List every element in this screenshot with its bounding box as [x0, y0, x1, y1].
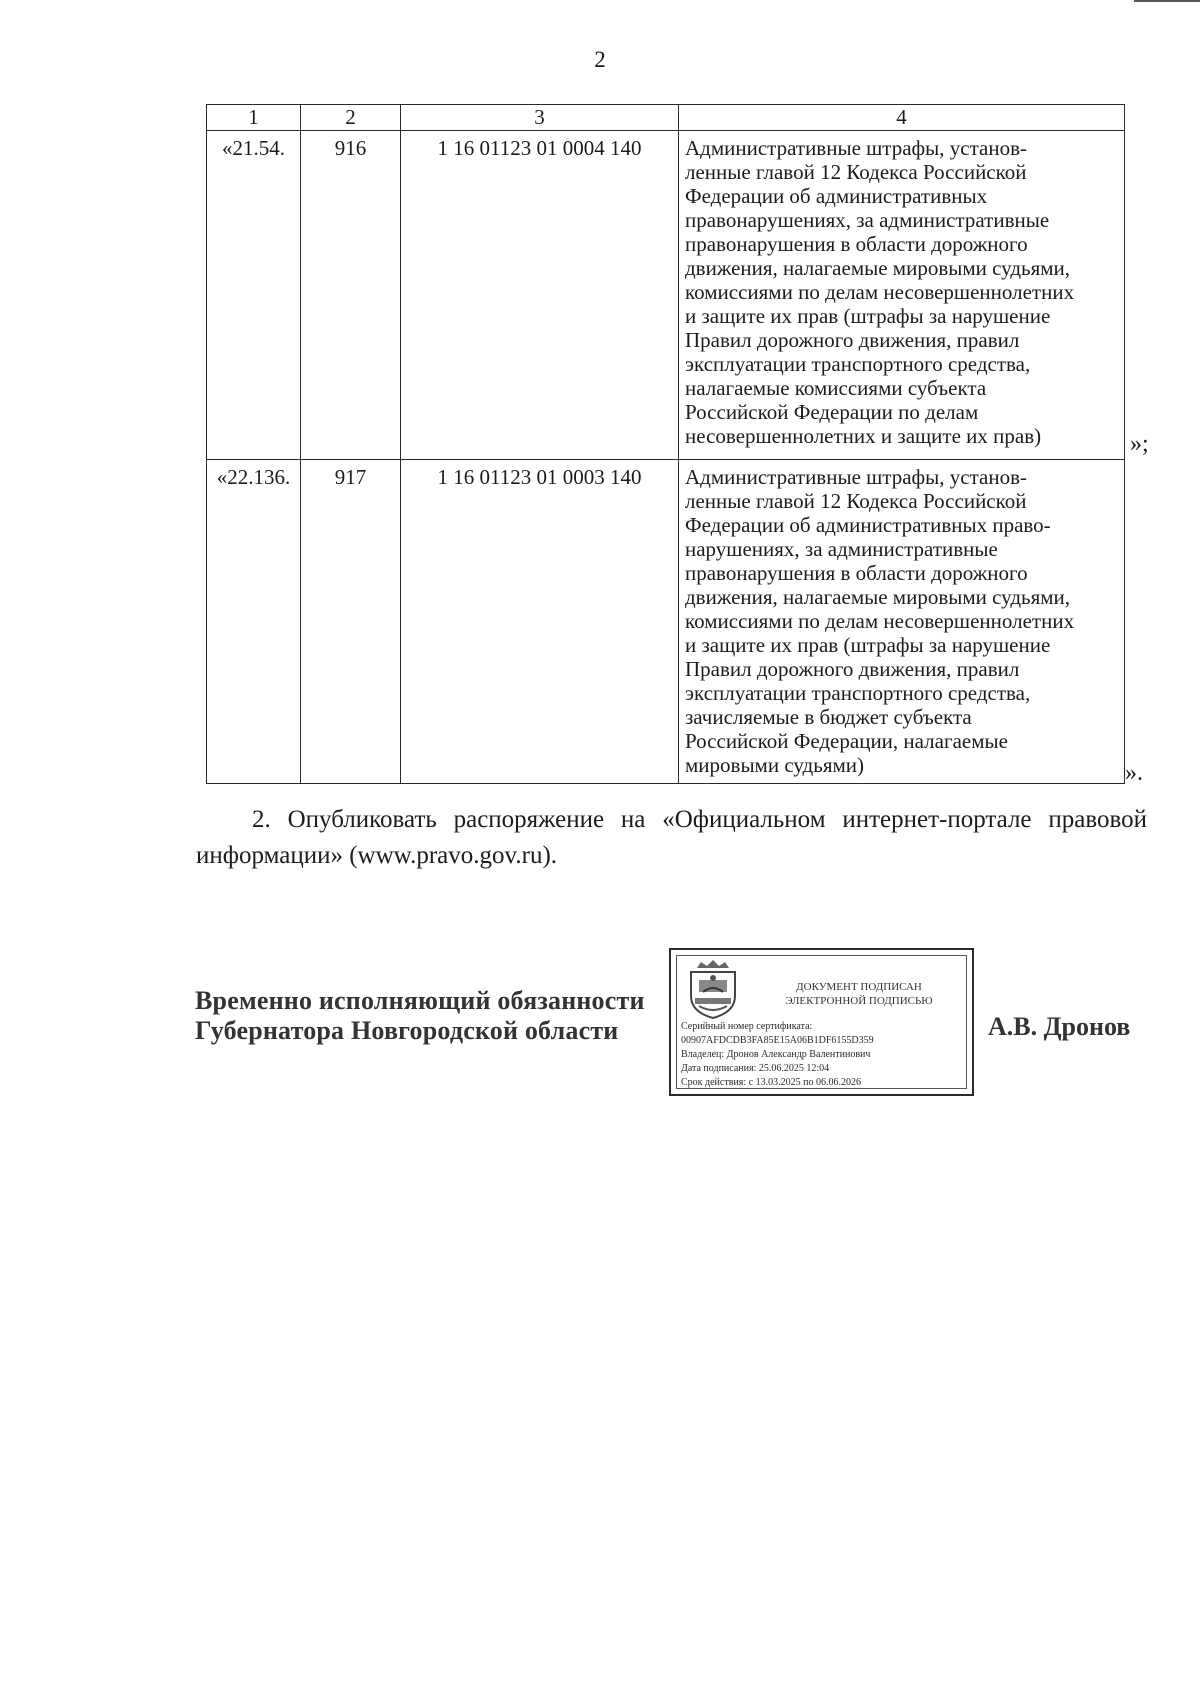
description-line: Административные штрафы, установ- [685, 136, 1027, 160]
certificate-label: Серийный номер сертификата: [681, 1021, 813, 1032]
description-line: ленные главой 12 Кодекса Российской [685, 160, 1027, 184]
table-header-row [207, 105, 1125, 131]
description-line: Федерации об административных [685, 184, 988, 208]
description-line: движения, налагаемые мировыми судьями, [685, 585, 1071, 609]
description [679, 131, 1125, 460]
description [679, 460, 1125, 784]
description-line: ленные главой 12 Кодекса Российской [685, 489, 1027, 513]
description-line: Российской Федерации по делам [685, 400, 979, 424]
table-row [207, 460, 1125, 784]
table-row [207, 131, 1125, 460]
description-line: комиссиями по делам несовершеннолетних [685, 609, 1075, 633]
kbk-code: 1 16 01123 01 0003 140 [401, 460, 679, 784]
signer-title-line: Временно исполняющий обязанности [195, 986, 645, 1015]
description-line: несовершеннолетних и защите их прав) [685, 424, 1042, 448]
description-line: Федерации об административных право- [685, 513, 1051, 537]
description-line: налагаемые комиссиями субъекта [685, 376, 987, 400]
admin-code: 917 [301, 460, 401, 784]
description-line: правонарушения в области дорожного [685, 561, 1028, 585]
kbk-code: 1 16 01123 01 0004 140 [401, 131, 679, 460]
description-line: и защите их прав (штрафы за нарушение [685, 304, 1051, 328]
description-line: зачисляемые в бюджет субъекта [685, 705, 972, 729]
publication-paragraph: 2. Опубликовать распоряжение на «Официальном интернет-портале правовой информации» (www.pravo.gov.ru). [196, 806, 1147, 869]
electronic-signature-stamp [669, 948, 974, 1096]
description-line: эксплуатации транспортного средства, [685, 681, 1031, 705]
stamp-details [681, 1020, 966, 1090]
closing-quote-mark: »; [1130, 431, 1149, 457]
admin-code: 916 [301, 131, 401, 460]
column-header: 2 [301, 105, 401, 131]
column-header: 3 [401, 105, 679, 131]
description-line: и защите их прав (штрафы за нарушение [685, 633, 1051, 657]
signer-title-line: Губернатора Новгородской области [195, 1016, 619, 1045]
description-line: правонарушения в области дорожного [685, 232, 1028, 256]
novgorod-coat-of-arms-icon [683, 958, 743, 1020]
row-number: «22.136. [207, 460, 301, 784]
signer-name: А.В. Дронов [988, 1012, 1131, 1041]
certificate-number: 00907AFDCDB3FA85E15A06B1DF6155D359 [681, 1035, 874, 1046]
row-number: «21.54. [207, 131, 301, 460]
description-line: нарушениях, за административные [685, 537, 998, 561]
description-line: эксплуатации транспортного средства, [685, 352, 1031, 376]
page-number: 2 [594, 47, 606, 72]
description-line: Правил дорожного движения, правил [685, 328, 1020, 352]
description-line: Административные штрафы, установ- [685, 465, 1027, 489]
description-line: Российской Федерации, налагаемые [685, 729, 1008, 753]
column-header: 1 [207, 105, 301, 131]
certificate-owner: Владелец: Дронов Александр Валентинович [681, 1049, 871, 1060]
description-line: комиссиями по делам несовершеннолетних [685, 280, 1075, 304]
signing-date: Дата подписания: 25.06.2025 12:04 [681, 1063, 830, 1074]
column-header: 4 [679, 105, 1125, 131]
stamp-heading [749, 980, 969, 1008]
description-line: мировыми судьями) [685, 753, 864, 777]
description-line: правонарушениях, за административные [685, 208, 1050, 232]
signer-title [195, 986, 645, 1046]
stamp-heading-line: ДОКУМЕНТ ПОДПИСАН [796, 981, 922, 993]
stamp-heading-line: ЭЛЕКТРОННОЙ ПОДПИСЬЮ [785, 995, 933, 1007]
description-line: Правил дорожного движения, правил [685, 657, 1020, 681]
scan-edge-line [1134, 0, 1200, 2]
codes-table [206, 104, 1125, 784]
description-line: движения, налагаемые мировыми судьями, [685, 256, 1071, 280]
closing-quote-mark: ». [1125, 760, 1143, 786]
validity-period: Срок действия: с 13.03.2025 по 06.06.2026 [681, 1077, 861, 1088]
